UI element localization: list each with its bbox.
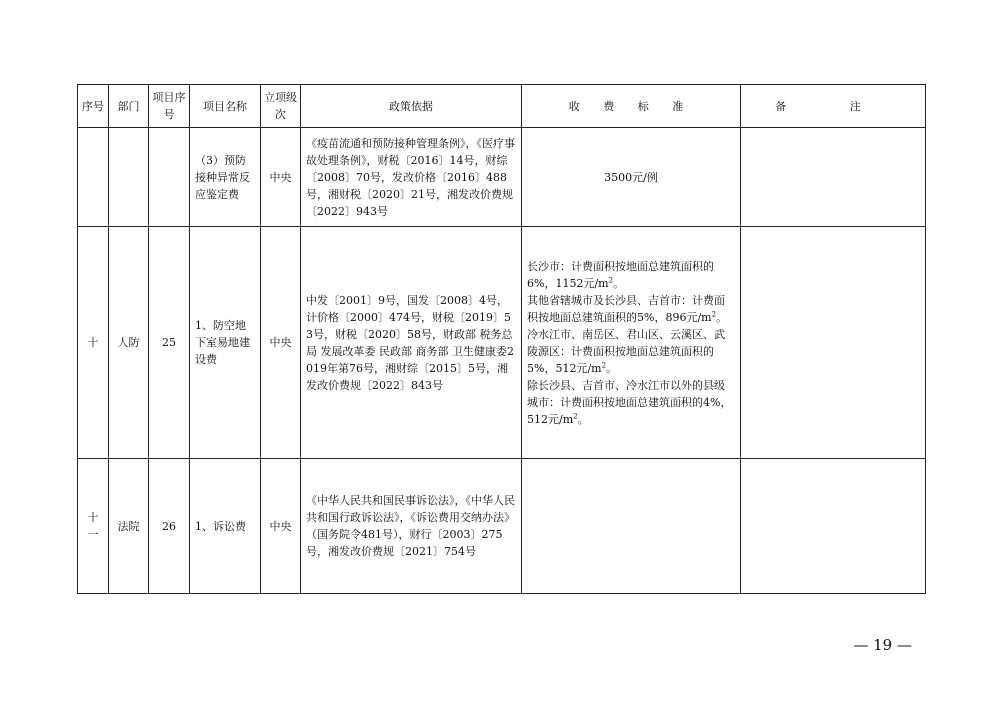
header-item-name: 项目名称 xyxy=(190,85,261,128)
cell-remarks xyxy=(741,459,926,594)
table-row xyxy=(78,227,926,459)
cell-level: 中央 xyxy=(261,227,301,459)
cell-item-no xyxy=(149,128,190,227)
header-policy: 政策依据 xyxy=(301,85,522,128)
cell-seq: 十一 xyxy=(78,459,109,594)
standard-line: 长沙市：计费面积按地面总建筑面积的6%，1152元$/m^2$。 xyxy=(527,259,714,290)
header-dept: 部门 xyxy=(109,85,149,128)
cell-seq: 十 xyxy=(78,227,109,459)
cell-item-name: 1、诉讼费 xyxy=(190,459,261,594)
cell-item-name: 1、防空地下室易地建设费 xyxy=(190,227,261,459)
cell-item-no: 26 xyxy=(149,459,190,594)
header-seq: 序号 xyxy=(78,85,109,128)
header-remarks: 备 注 xyxy=(741,85,926,128)
standard-line: 3500元/例 xyxy=(604,170,658,184)
header-item-no: 项目序号 xyxy=(149,85,190,128)
page-number: — 19 — xyxy=(853,636,912,654)
cell-policy: 《中华人民共和国民事诉讼法》，《中华人民共和国行政诉讼法》，《诉讼费用交纳办法》（国务院令481号），财行〔2003〕275号，湘发改价费规〔2021〕754号 xyxy=(301,459,522,594)
standard-line: 其他省辖城市及长沙县、吉首市：计费面积按地面总建筑面积的5%，896元$/m^2$。 xyxy=(527,293,728,324)
cell-dept: 法院 xyxy=(109,459,149,594)
cell-standard xyxy=(522,459,741,594)
header-standard: 收 费 标 准 xyxy=(522,85,741,128)
cell-level: 中央 xyxy=(261,128,301,227)
cell-item-no: 25 xyxy=(149,227,190,459)
cell-policy: 《疫苗流通和预防接种管理条例》，《医疗事故处理条例》，财税〔2016〕14号，财综〔2008〕70号，发改价格〔2016〕488号，湘财税〔2020〕21号，湘发改价费规〔2022〕943号 xyxy=(301,128,522,227)
cell-dept: 人防 xyxy=(109,227,149,459)
cell-policy: 中发〔2001〕9号，国发〔2008〕4号，计价格〔2000〕474号，财税〔2019〕53号，财税〔2020〕58号，财政部 税务总局 发展改革委 民政部 商务部 卫生健康委2019年第76号，湘财综〔2015〕5号，湘发改价费规〔2022〕843号 xyxy=(301,227,522,459)
standard-line: 冷水江市、南岳区、君山区、云溪区、武陵源区：计费面积按地面总建筑面积的5%，512元$/m^2$。 xyxy=(527,327,725,375)
cell-item-name: （3）预防接种异常反应鉴定费 xyxy=(190,128,261,227)
cell-remarks xyxy=(741,227,926,459)
table-row xyxy=(78,128,926,227)
fee-table xyxy=(77,84,926,594)
cell-level: 中央 xyxy=(261,459,301,594)
table-row xyxy=(78,459,926,594)
cell-standard xyxy=(522,227,741,459)
header-row xyxy=(78,85,926,128)
cell-seq xyxy=(78,128,109,227)
header-level: 立项级次 xyxy=(261,85,301,128)
cell-remarks xyxy=(741,128,926,227)
standard-line: 除长沙县、吉首市、冷水江市以外的县级城市：计费面积按地面总建筑面积的4%，512元$/m^2$。 xyxy=(527,378,732,426)
cell-standard xyxy=(522,128,741,227)
cell-dept xyxy=(109,128,149,227)
